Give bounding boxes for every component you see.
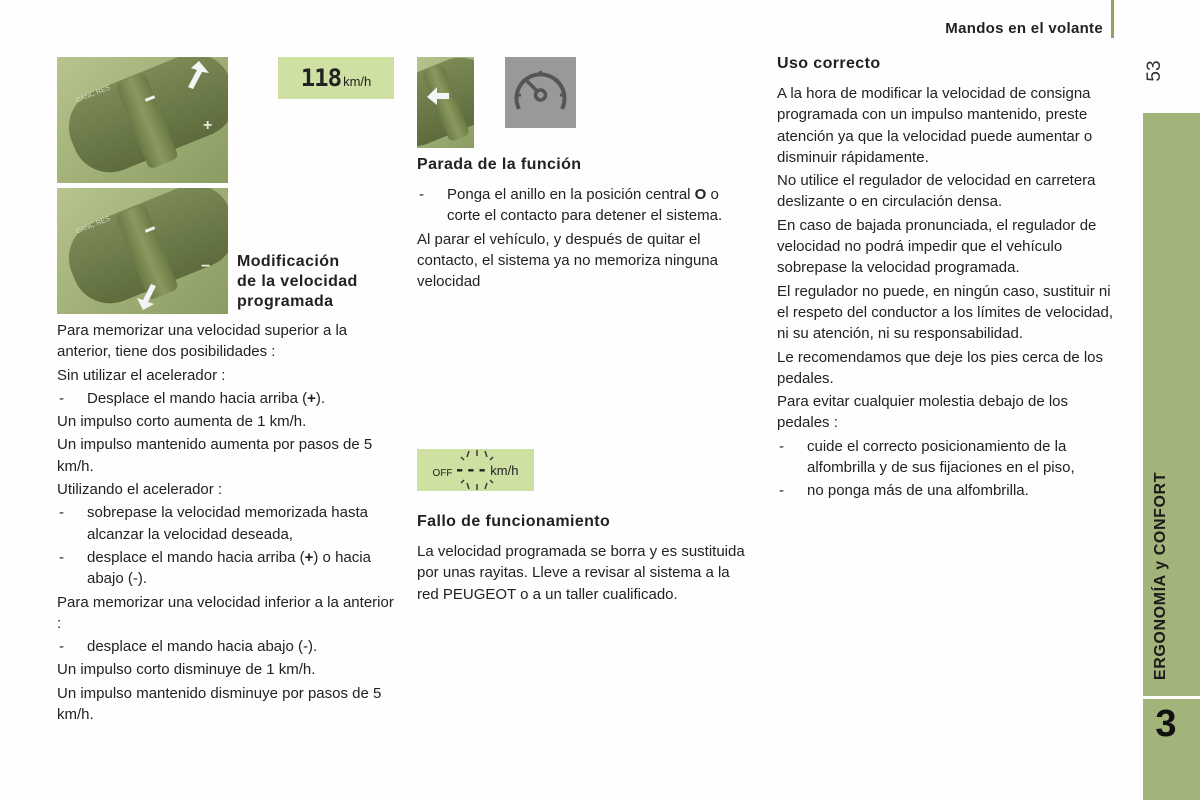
plus-marking: + — [203, 117, 213, 134]
list-item: - desplace el mando hacia abajo (-). — [57, 636, 397, 657]
column-1-text — [57, 320, 397, 727]
paragraph: Un impulso corto aumenta de 1 km/h. — [57, 413, 307, 431]
paragraph: Al parar el vehículo, y después de quitar el contacto, el sistema ya no memoriza ninguna velocidad — [417, 230, 718, 291]
minus-marking: − — [201, 258, 211, 275]
speed-value: 118 — [300, 64, 342, 92]
off-label: OFF — [432, 467, 453, 479]
chapter-number: 3 — [1155, 703, 1177, 745]
bullet-list — [777, 436, 1119, 502]
paragraph: Para memorizar una velocidad superior a la anterior, tiene dos posibilidades : — [57, 322, 348, 361]
bullet-list — [57, 388, 397, 409]
bullet-list — [57, 502, 397, 589]
paragraph: Un impulso mantenido disminuye por pasos de 5 km/h. — [57, 684, 382, 724]
list-item: - no ponga más de una alfombrilla. — [777, 480, 1119, 501]
paragraph: La velocidad programada se borra y es sustituida por unas rayitas. Lleve a revisar al sistema a la red PEUGEOT o a un taller cualificado. — [417, 543, 745, 603]
list-item: - desplace el mando hacia arriba (+) o hacia abajo (-). — [57, 547, 397, 590]
correct-use-heading: Uso correcto — [777, 55, 881, 72]
list-item: - Desplace el mando hacia arriba (+). — [57, 388, 397, 409]
cancel-resume-marking: CANC RES — [75, 215, 112, 236]
paragraph: A la hora de modificar la velocidad de consigna programada con un impulso mantenido, preste atención ya que la velocidad puede aumentar o disminuir rápidamente. — [777, 85, 1093, 166]
speed-display — [278, 57, 394, 99]
arrow-up-icon — [169, 57, 213, 97]
list-item: - sobrepase la velocidad memorizada hasta alcanzar la velocidad deseada, — [57, 502, 397, 545]
column-3-text — [777, 55, 1119, 504]
page-number: 53 — [1144, 60, 1165, 82]
paragraph: Un impulso corto disminuye de 1 km/h. — [57, 661, 316, 679]
paragraph: En caso de bajada pronunciada, el regulador de velocidad no podrá impedir que el vehículo sobrepase la velocidad programada. — [777, 216, 1097, 277]
list-item: - Ponga el anillo en la posición central O o corte el contacto para detener el sistema. — [417, 184, 747, 227]
cruise-control-warning-tile — [505, 57, 576, 128]
paragraph: El regulador no puede, en ningún caso, sustituir ni el respeto del conductor a los límites de velocidad, ni su atención, ni su responsabilidad. — [777, 282, 1114, 343]
paragraph: No utilice el regulador de velocidad en carretera deslizante o en circulación densa. — [777, 172, 1096, 211]
speedometer-icon — [505, 57, 576, 128]
stop-function-heading: Parada de la función — [417, 156, 582, 173]
paragraph: Sin utilizar el acelerador : — [57, 366, 226, 384]
bullet-list — [417, 184, 747, 227]
arrow-left-icon — [425, 83, 451, 107]
paragraph: Para evitar cualquier molestia debajo de los pedales : — [777, 393, 1068, 432]
running-header: Mandos en el volante — [945, 20, 1103, 37]
bullet-list — [57, 636, 397, 657]
off-display — [417, 449, 534, 491]
paragraph: Un impulso mantenido aumenta por pasos de 5 km/h. — [57, 436, 373, 475]
arrow-down-icon — [133, 282, 165, 314]
stalk-up-photo — [57, 57, 228, 183]
speed-unit: km/h — [343, 73, 372, 89]
chapter-title: ERGONOMÍA y CONFORT — [1152, 471, 1169, 681]
paragraph: Para memorizar una velocidad inferior a la anterior : — [57, 593, 394, 632]
column-2-text-lower — [417, 513, 747, 607]
dash-readout: --- — [454, 460, 489, 480]
malfunction-heading: Fallo de funcionamiento — [417, 513, 611, 530]
column-2-text — [417, 156, 747, 294]
stalk-down-photo — [57, 188, 228, 314]
modification-heading: Modificación de la velocidad programada — [237, 253, 358, 310]
list-item: - cuide el correcto posicionamiento de la alfombrilla y de sus fijaciones en el piso, — [777, 436, 1119, 479]
paragraph: Utilizando el acelerador : — [57, 481, 223, 499]
paragraph: Le recomendamos que deje los pies cerca de los pedales. — [777, 348, 1104, 387]
stalk-center-photo — [417, 57, 474, 148]
cancel-resume-marking: CANC RES — [75, 84, 112, 105]
off-unit: km/h — [490, 462, 519, 478]
header-rule — [1111, 0, 1114, 38]
